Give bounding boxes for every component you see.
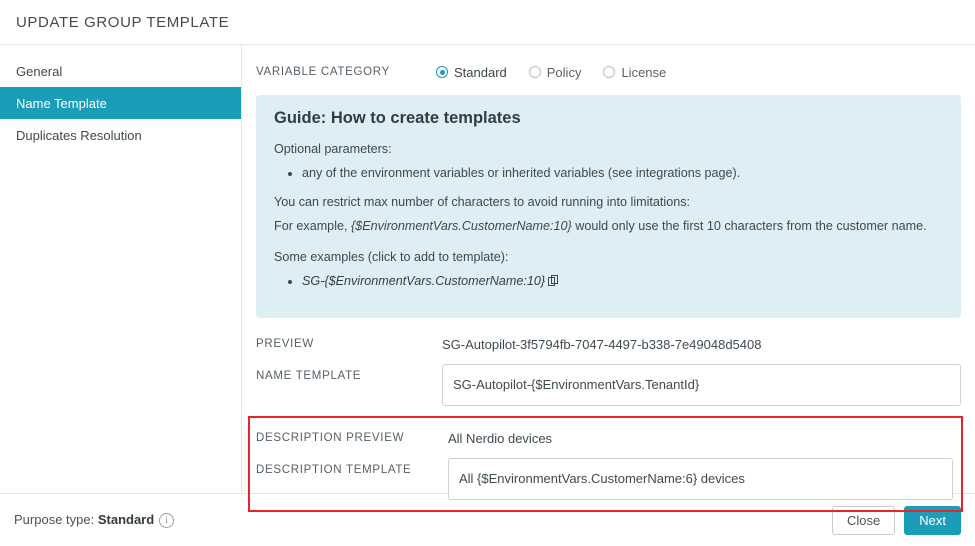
description-preview-label: DESCRIPTION PREVIEW — [256, 431, 405, 444]
description-preview-row — [256, 426, 953, 456]
purpose-type — [14, 512, 174, 528]
radio-policy[interactable] — [529, 65, 582, 80]
guide-bullet-item: • any of the environment variables or inherited variables (see integrations page). — [302, 164, 943, 183]
preview-label: PREVIEW — [256, 337, 314, 350]
guide-examples-list — [274, 272, 943, 292]
sidebar-item-label: Duplicates Resolution — [16, 127, 142, 143]
guide-example-code: {$EnvironmentVars.CustomerName:10} — [351, 219, 572, 234]
main-content — [242, 45, 975, 493]
description-template-row — [256, 458, 953, 500]
name-template-row — [256, 364, 961, 406]
preview-row — [256, 332, 961, 362]
radio-standard[interactable] — [436, 65, 507, 80]
name-template-label: NAME TEMPLATE — [256, 369, 362, 382]
guide-optional-params-label: Optional parameters: — [274, 142, 392, 156]
guide-title: Guide: How to create templates — [274, 109, 521, 127]
sidebar-item-label: Name Template — [16, 95, 107, 111]
radio-standard-label: Standard — [454, 64, 507, 80]
guide-restrict-line: You can restrict max number of characters to avoid running into limitations: — [274, 195, 691, 210]
guide-examples-label: Some examples (click to add to template): — [274, 249, 509, 264]
page-title: UPDATE GROUP TEMPLATE — [16, 13, 230, 31]
name-template-input[interactable] — [442, 364, 961, 406]
dialog-title-bar — [0, 0, 975, 44]
variable-category-label: VARIABLE CATEGORY — [256, 66, 390, 78]
radio-policy-icon — [529, 66, 541, 78]
description-template-input[interactable] — [448, 458, 953, 500]
info-icon[interactable]: i — [159, 513, 174, 528]
radio-standard-icon — [436, 66, 448, 78]
guide-example-item[interactable] — [302, 272, 943, 292]
sidebar-item-label: General — [16, 63, 63, 79]
radio-policy-label: Policy — [546, 64, 582, 80]
preview-value: SG-Autopilot-3f5794fb-7047-4497-b338-7e49048d5408 — [442, 336, 762, 352]
sidebar — [0, 45, 242, 493]
purpose-type-label: Purpose type: — [14, 512, 95, 527]
guide-bullet-list — [274, 164, 943, 183]
description-preview-value: All Nerdio devices — [448, 430, 553, 446]
close-button[interactable]: Close — [832, 506, 895, 535]
variable-category-row — [256, 59, 961, 85]
dialog-body — [0, 44, 975, 494]
description-template-label: DESCRIPTION TEMPLATE — [256, 463, 412, 476]
guide-panel — [256, 95, 961, 318]
radio-license[interactable] — [603, 65, 666, 80]
sidebar-item-duplicates-resolution[interactable] — [0, 119, 241, 151]
radio-license-icon — [603, 66, 615, 78]
variable-category-radio-group — [436, 65, 666, 80]
sidebar-item-name-template[interactable] — [0, 87, 241, 119]
purpose-type-value: Standard — [97, 512, 155, 527]
guide-example-line — [274, 217, 943, 235]
guide-example-suffix: would only use the first 10 characters from the customer name. — [575, 219, 927, 234]
radio-license-label: License — [621, 64, 667, 80]
copy-icon[interactable] — [548, 273, 559, 292]
guide-example-prefix: For example, — [274, 219, 348, 234]
next-button[interactable]: Next — [904, 506, 961, 535]
sidebar-item-general[interactable] — [0, 55, 241, 87]
guide-example-item-text: SG-{$EnvironmentVars.CustomerName:10} — [302, 273, 546, 288]
description-highlight-section — [248, 416, 963, 512]
